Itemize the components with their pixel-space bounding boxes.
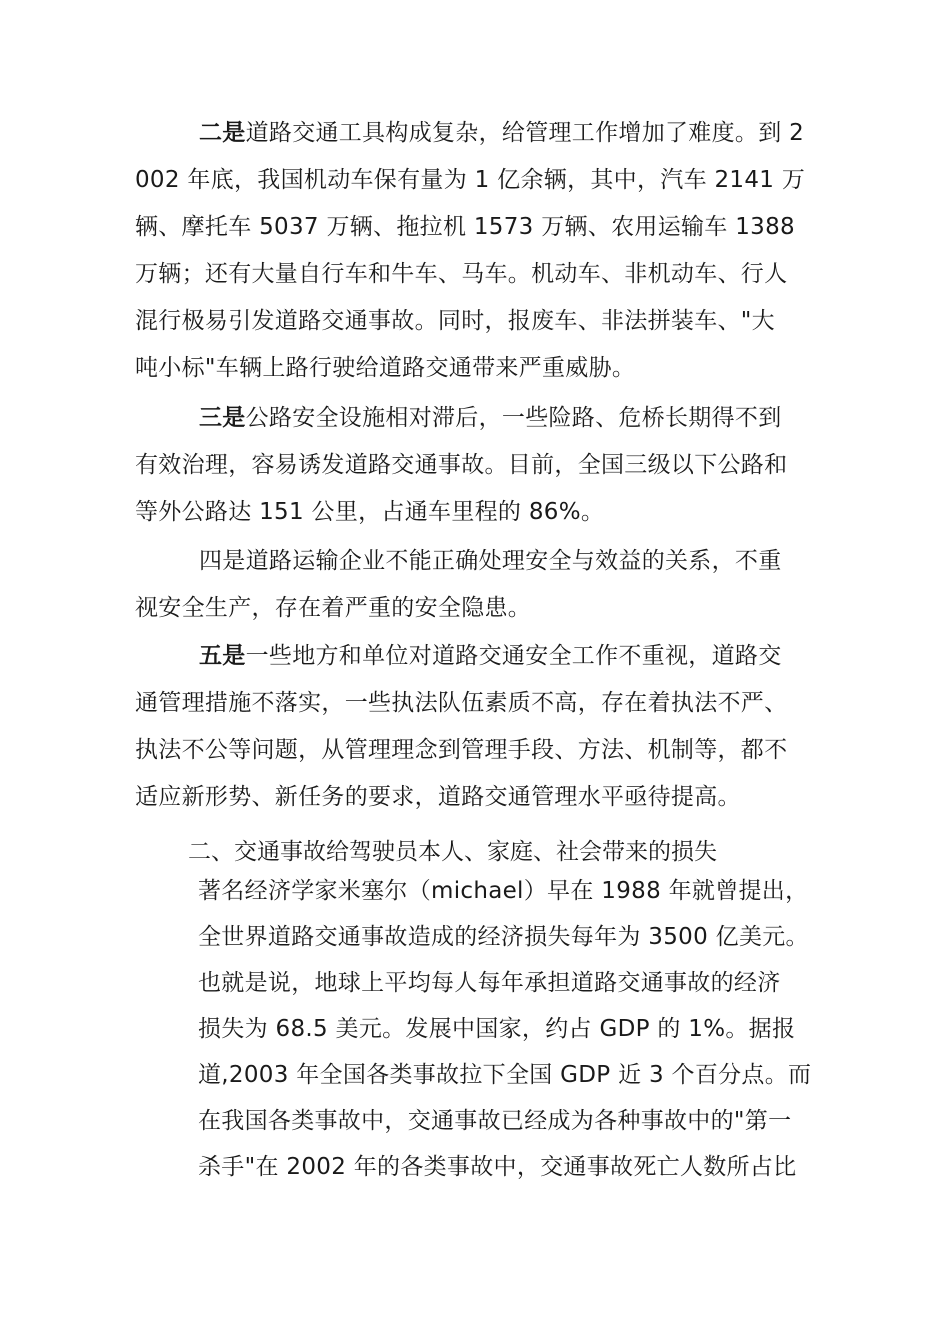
text-line: 三是公路安全设施相对滞后，一些险路、危桥长期得不到 xyxy=(199,405,782,431)
paragraph-local-management xyxy=(135,633,825,821)
text-line: 混行极易引发道路交通事故。同时，报废车、非法拼装车、"大 xyxy=(135,308,775,334)
paragraph-lead: 三是 xyxy=(199,405,246,431)
text-line: 也就是说，地球上平均每人每年承担道路交通事故的经济 xyxy=(198,970,781,996)
text-line: 四是道路运输企业不能正确处理安全与效益的关系，不重 xyxy=(199,548,782,574)
text-line: 杀手"在 2002 年的各类事故中，交通事故死亡人数所占比 xyxy=(198,1154,797,1180)
text-line: 等外公路达 151 公里，占通车里程的 86%。 xyxy=(135,499,605,525)
text-line: 二是道路交通工具构成复杂，给管理工作增加了难度。到 2 xyxy=(199,120,805,146)
text-line: 全世界道路交通事故造成的经济损失每年为 3500 亿美元。 xyxy=(198,924,809,950)
paragraph-road-safety-facilities xyxy=(135,395,825,536)
text-line: 著名经济学家米塞尔（michael）早在 1988 年就曾提出， xyxy=(198,878,809,904)
paragraph-economic-loss xyxy=(198,868,838,1190)
section-heading: 二、交通事故给驾驶员本人、家庭、社会带来的损失 xyxy=(188,839,717,865)
text-line: 有效治理，容易诱发道路交通事故。目前，全国三级以下公路和 xyxy=(135,452,788,478)
text-line: 视安全生产，存在着严重的安全隐患。 xyxy=(135,595,532,621)
text-line: 在我国各类事故中，交通事故已经成为各种事故中的"第一 xyxy=(198,1108,792,1134)
text-line: 执法不公等问题，从管理理念到管理手段、方法、机制等，都不 xyxy=(135,737,788,763)
text-line: 万辆；还有大量自行车和牛车、马车。机动车、非机动车、行人 xyxy=(135,261,788,287)
text-line: 五是一些地方和单位对道路交通安全工作不重视，道路交 xyxy=(199,643,782,669)
paragraph-lead: 五是 xyxy=(199,643,246,669)
paragraph-lead: 二是 xyxy=(199,120,246,146)
text-line: 损失为 68.5 美元。发展中国家，约占 GDP 的 1%。据报 xyxy=(198,1016,796,1042)
text-line: 吨小标"车辆上路行驶给道路交通带来严重威胁。 xyxy=(135,355,636,381)
text-line: 辆、摩托车 5037 万辆、拖拉机 1573 万辆、农用运输车 1388 xyxy=(135,214,795,240)
paragraph-transport-enterprises xyxy=(135,538,825,632)
text-line: 道,2003 年全国各类事故拉下全国 GDP 近 3 个百分点。而 xyxy=(198,1062,812,1088)
text-line: 通管理措施不落实，一些执法队伍素质不高，存在着执法不严、 xyxy=(135,690,788,716)
text-line: 适应新形势、新任务的要求，道路交通管理水平亟待提高。 xyxy=(135,784,741,810)
paragraph-vehicle-composition xyxy=(135,110,825,392)
text-line: 002 年底，我国机动车保有量为 1 亿余辆，其中，汽车 2141 万 xyxy=(135,167,806,193)
